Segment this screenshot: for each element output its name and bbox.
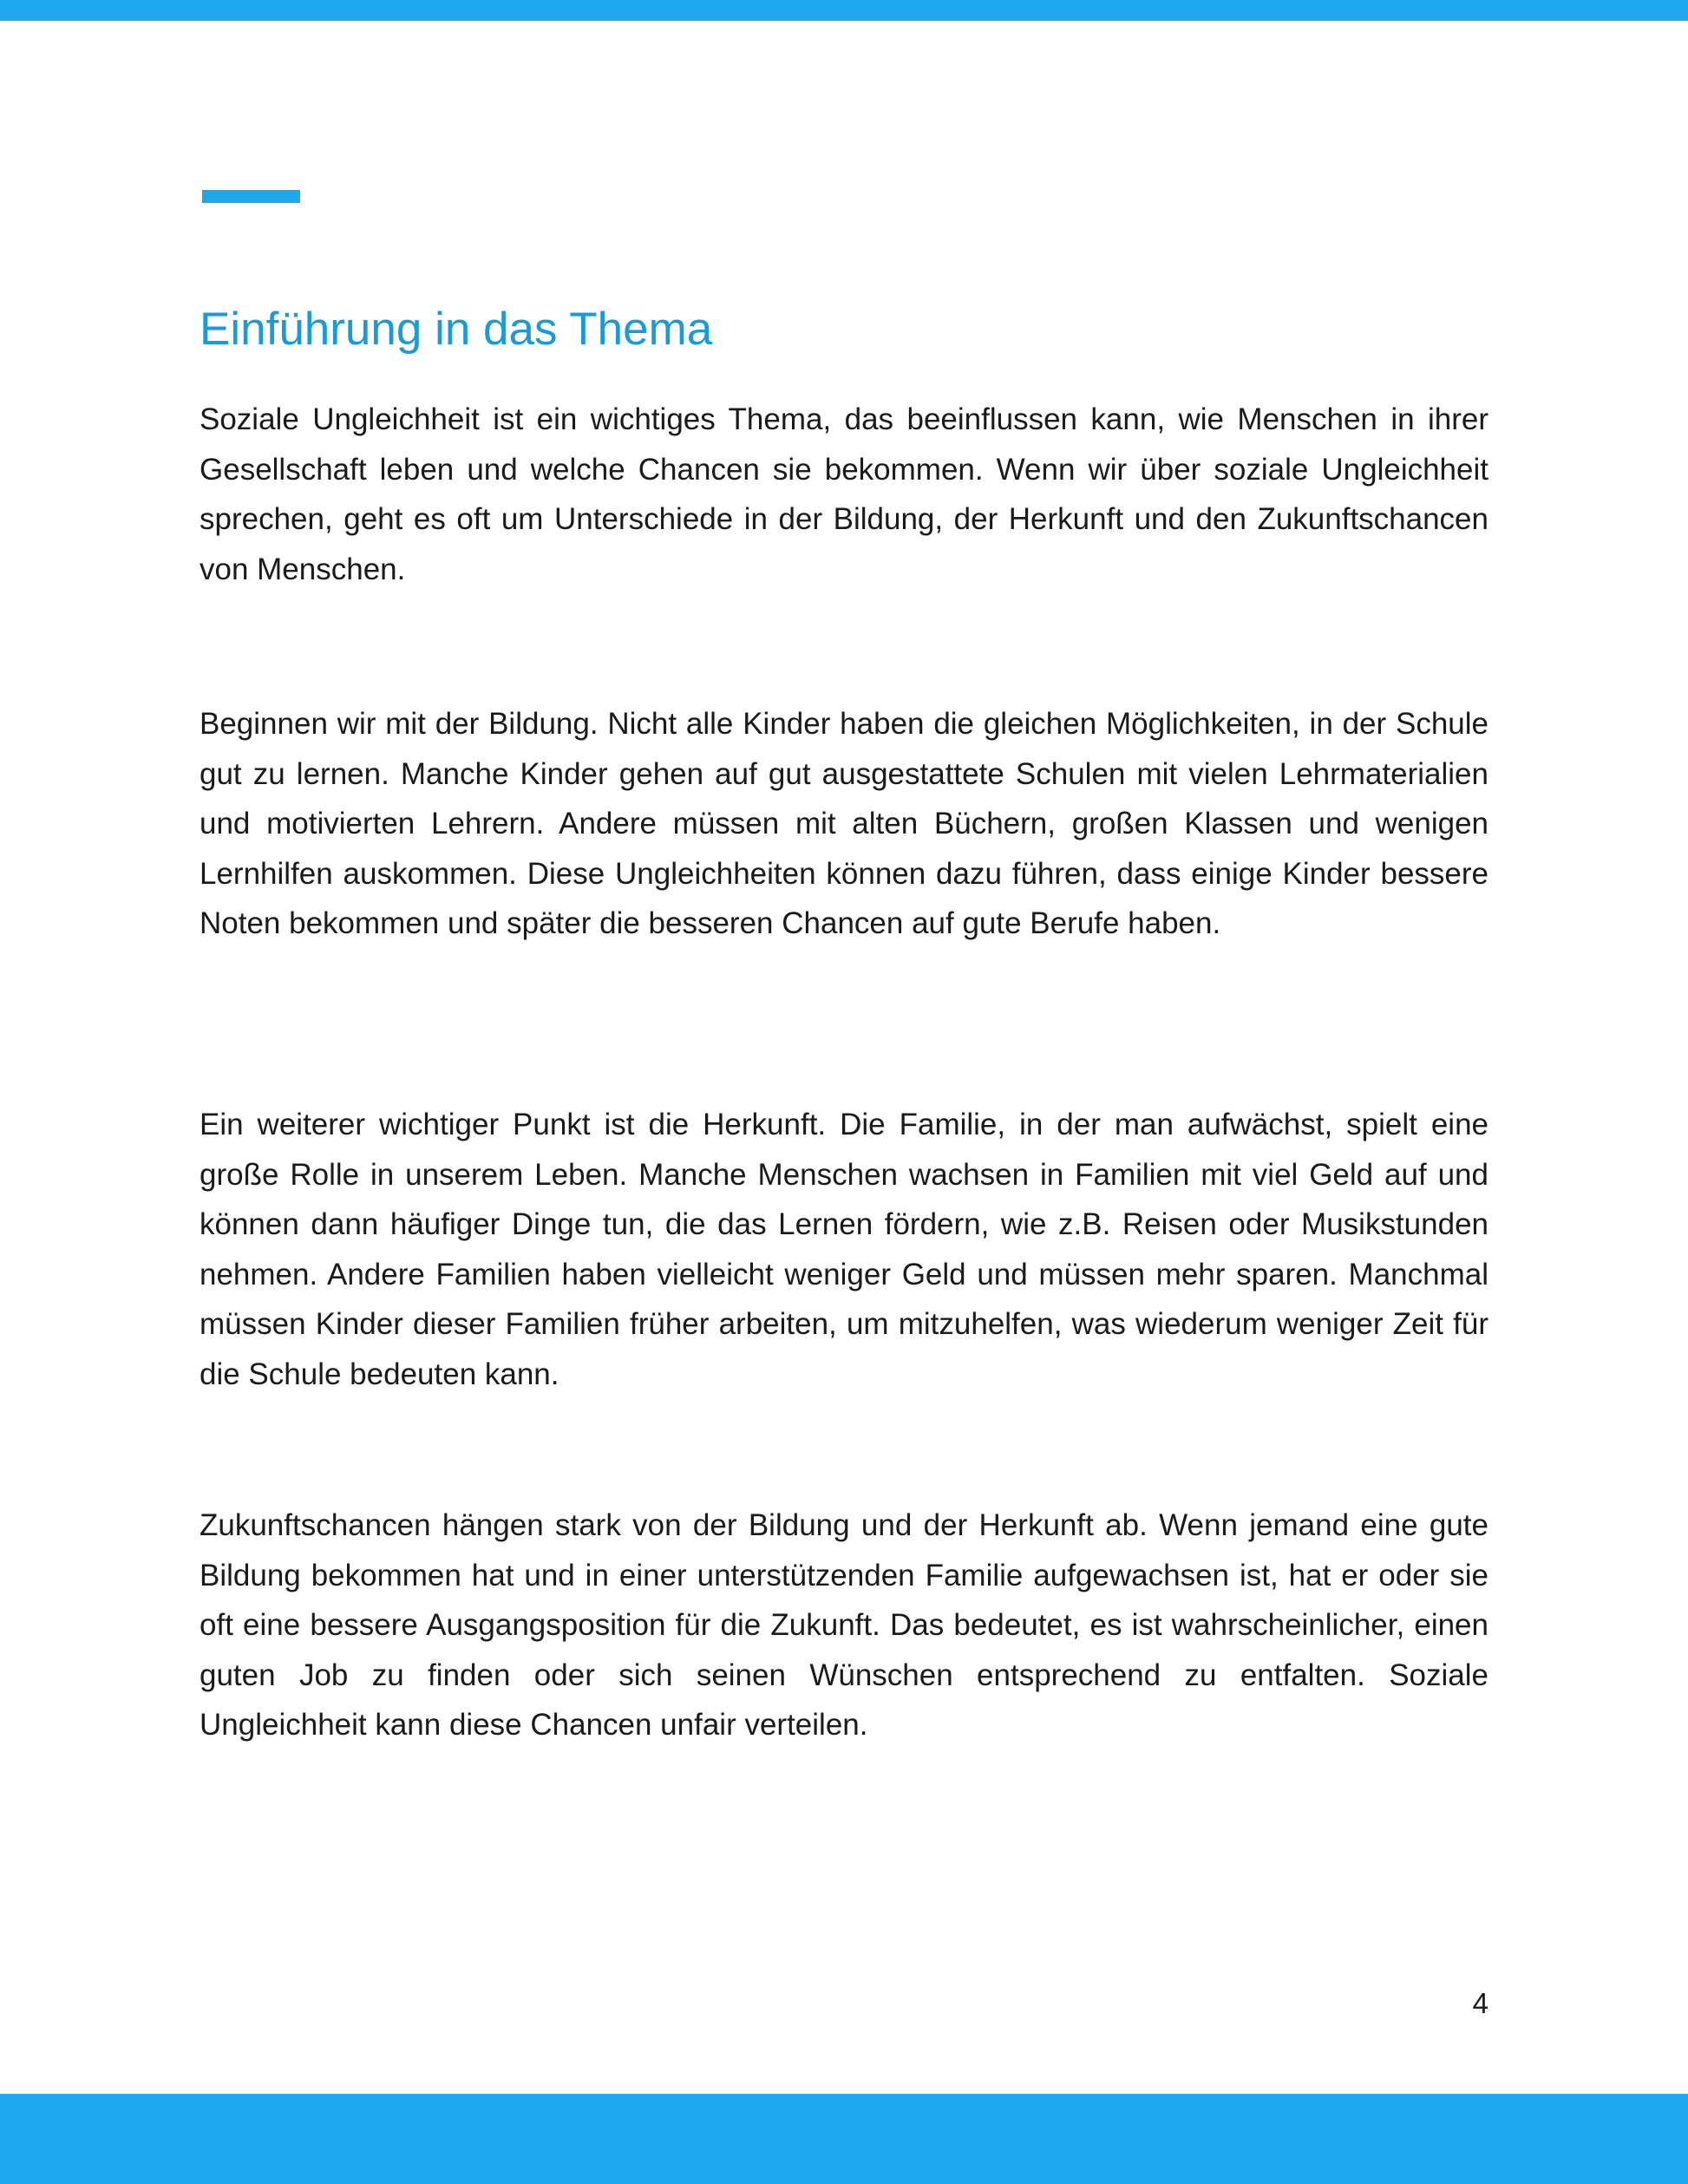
paragraph-education: Beginnen wir mit der Bildung. Nicht alle Kinder haben die gleichen Möglichkeiten, in der Schule gut zu lernen. Manche Kinder gehen auf gut ausgestattete Schulen mit vielen Lehrmaterialien und motivierten Lehrern. Andere müssen mit alten Büchern, großen Klassen und wenigen Lernhilfen auskommen. Diese Ungleichheiten können dazu führen, dass einige Kinder bessere Noten bekommen und später die besseren Chancen auf gute Berufe haben. [200, 707, 1488, 940]
page-heading: Einführung in das Thema [200, 304, 713, 355]
paragraph-intro: Soziale Ungleichheit ist ein wichtiges Thema, das beeinflussen kann, wie Menschen in ihrer Gesellschaft leben und welche Chancen sie bekommen. Wenn wir über soziale Ungleichheit sprechen, geht es oft um Unterschiede in der Bildung, der Herkunft und den Zukunftschancen von Menschen. [200, 402, 1488, 586]
page-number: 4 [1472, 1987, 1488, 2019]
paragraph-origin: Ein weiterer wichtiger Punkt ist die Herkunft. Die Familie, in der man aufwächst, spielt eine große Rolle in unserem Leben. Manche Menschen wachsen in Familien mit viel Geld auf und können dann häufiger Dinge tun, die das Lernen fördern, wie z.B. Reisen oder Musikstunden nehmen. Andere Familien haben vielleicht weniger Geld und müssen mehr sparen. Manchmal müssen Kinder dieser Familien früher arbeiten, um mitzuhelfen, was wiederum weniger Zeit für die Schule bedeuten kann. [200, 1108, 1488, 1391]
top-accent-band [0, 0, 1688, 21]
bottom-accent-band [0, 2094, 1688, 2184]
heading-accent-bar [202, 190, 300, 203]
paragraph-future-chances: Zukunftschancen hängen stark von der Bildung und der Herkunft ab. Wenn jemand eine gute Bildung bekommen hat und in einer unterstützenden Familie aufgewachsen ist, hat er oder sie oft eine bessere Ausgangsposition für die Zukunft. Das bedeutet, es ist wahrscheinlicher, einen guten Job zu finden oder sich seinen Wünschen entsprechend zu entfalten. Soziale Ungleichheit kann diese Chancen unfair verteilen. [200, 1508, 1488, 1742]
